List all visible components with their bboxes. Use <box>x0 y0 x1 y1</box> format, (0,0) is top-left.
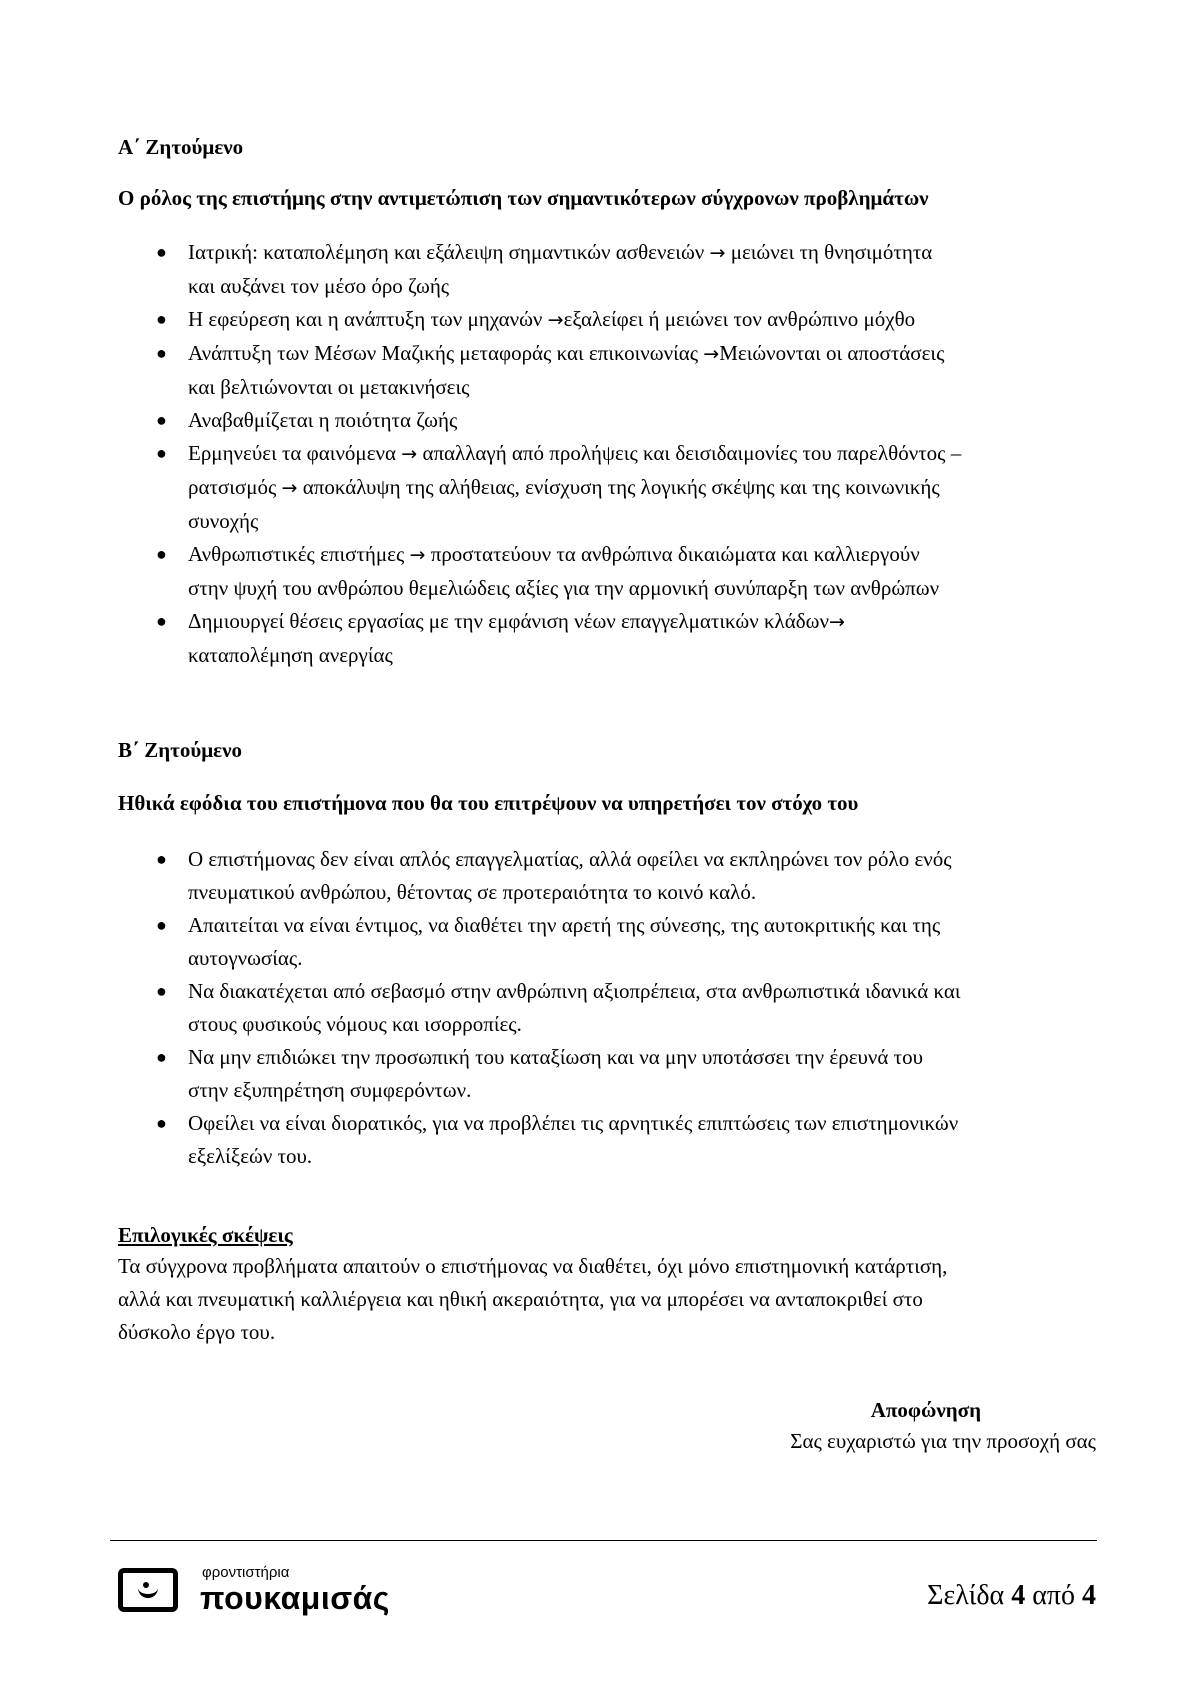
arrow-right-icon: → <box>409 544 426 566</box>
list-item: ● Η εφεύρεση και η ανάπτυξη των μηχανών →εξαλείφει ή μειώνει τον ανθρώπινο μόχθο <box>118 303 1098 337</box>
list-item: ● Ο επιστήμονας δεν είναι απλός επαγγελματίας, αλλά οφείλει να εκπληρώνει τον ρόλο ενός πνευματικού ανθρώπου, θέτοντας σε προτεραιότητα το κοινό καλό. <box>118 843 1098 909</box>
bullet-icon: ● <box>156 343 167 363</box>
footer-divider <box>110 1540 1097 1541</box>
list-item: ● Ανάπτυξη των Μέσων Μαζικής μεταφοράς και επικοινωνίας →Μειώνονται οι αποστάσεις και βελτιώνονται οι μετακινήσεις <box>118 337 1098 404</box>
list-item: ● Δημιουργεί θέσεις εργασίας με την εμφάνιση νέων επαγγελματικών κλάδων→ καταπολέμηση ανεργίας <box>118 605 1098 672</box>
list-item: ● Οφείλει να είναι διορατικός, για να προβλέπει τις αρνητικές επιπτώσεις των επιστημονικών εξελίξεών του. <box>118 1107 1098 1173</box>
section-a-subheading: Ο ρόλος της επιστήμης στην αντιμετώπιση των σημαντικότερων σύγχρονων προβλημάτων <box>118 186 929 210</box>
bullet-icon: ● <box>156 309 167 329</box>
closing <box>790 1395 1096 1457</box>
bullet-icon: ● <box>156 242 167 262</box>
arrow-right-icon: → <box>828 611 845 633</box>
list-item: ● Αναβαθμίζεται η ποιότητα ζωής <box>118 404 1098 437</box>
section-a-heading: Α΄ Ζητούμενο <box>118 135 244 159</box>
bullet-icon: ● <box>156 915 167 935</box>
bullet-icon: ● <box>156 981 167 1001</box>
section-b-heading: Β΄ Ζητούμενο <box>118 738 243 762</box>
arrow-right-icon: → <box>401 443 418 465</box>
brand-logo <box>118 1560 398 1620</box>
epilogue-heading: Επιλογικές σκέψεις <box>118 1223 293 1247</box>
list-item: ● Να διακατέχεται από σεβασμό στην ανθρώπινη αξιοπρέπεια, στα ανθρωπιστικά ιδανικά και στους φυσικούς νόμους και ισορροπίες. <box>118 975 1098 1041</box>
arrow-right-icon: → <box>281 477 298 499</box>
smiley-icon <box>118 1568 178 1612</box>
closing-text: Σας ευχαριστώ για την προσοχή σας <box>790 1429 1096 1453</box>
bullet-icon: ● <box>156 849 167 869</box>
bullet-icon: ● <box>156 443 167 463</box>
closing-title: Αποφώνηση <box>870 1398 981 1422</box>
list-item: ● Ιατρική: καταπολέμηση και εξάλειψη σημαντικών ασθενειών → μειώνει τη θνησιμότητα και αυξάνει τον μέσο όρο ζωής <box>118 236 1098 303</box>
bullet-icon: ● <box>156 611 167 631</box>
list-item: ● Ανθρωπιστικές επιστήμες → προστατεύουν τα ανθρώπινα δικαιώματα και καλλιεργούν στην ψυχή του ανθρώπου θεμελιώδεις αξίες για την αρμονική συνύπαρξη των ανθρώπων <box>118 538 1098 605</box>
section-b-subheading: Ηθικά εφόδια του επιστήμονα που θα του επιτρέψουν να υπηρετήσει τον στόχο του <box>118 791 859 815</box>
bullet-icon: ● <box>156 544 167 564</box>
bullet-icon: ● <box>156 1113 167 1133</box>
list-item: ● Απαιτείται να είναι έντιμος, να διαθέτει την αρετή της σύνεσης, της αυτοκριτικής και της αυτογνωσίας. <box>118 909 1098 975</box>
logo-small-text: φροντιστήρια <box>202 1564 290 1581</box>
list-item: ● Ερμηνεύει τα φαινόμενα → απαλλαγή από προλήψεις και δεισιδαιμονίες του παρελθόντος – ρατσισμός → αποκάλυψη της αλήθειας, ενίσχυση της λογικής σκέψης και της κοινωνικής συνοχής <box>118 437 1098 538</box>
epilogue <box>118 1220 1098 1349</box>
arrow-right-icon: → <box>703 343 720 365</box>
section-a-list <box>118 236 1098 672</box>
section-b-list <box>118 843 1098 1173</box>
arrow-right-icon: → <box>547 309 564 331</box>
list-item: ● Να μην επιδιώκει την προσωπική του καταξίωση και να μην υποτάσσει την έρευνά του στην εξυπηρέτηση συμφερόντων. <box>118 1041 1098 1107</box>
epilogue-text: Τα σύγχρονα προβλήματα απαιτούν ο επιστήμονας να διαθέτει, όχι μόνο επιστημονική κατάρτιση, αλλά και πνευματική καλλιέργεια και ηθική ακεραιότητα, για να μπορέσει να ανταποκριθεί στο δύσκολο έργο του. <box>118 1254 948 1344</box>
logo-big-text: πουκαμισάς <box>200 1580 390 1616</box>
bullet-icon: ● <box>156 410 167 430</box>
page-number: Σελίδα 4 από 4 <box>927 1580 1096 1611</box>
bullet-icon: ● <box>156 1047 167 1067</box>
arrow-right-icon: → <box>709 242 726 264</box>
